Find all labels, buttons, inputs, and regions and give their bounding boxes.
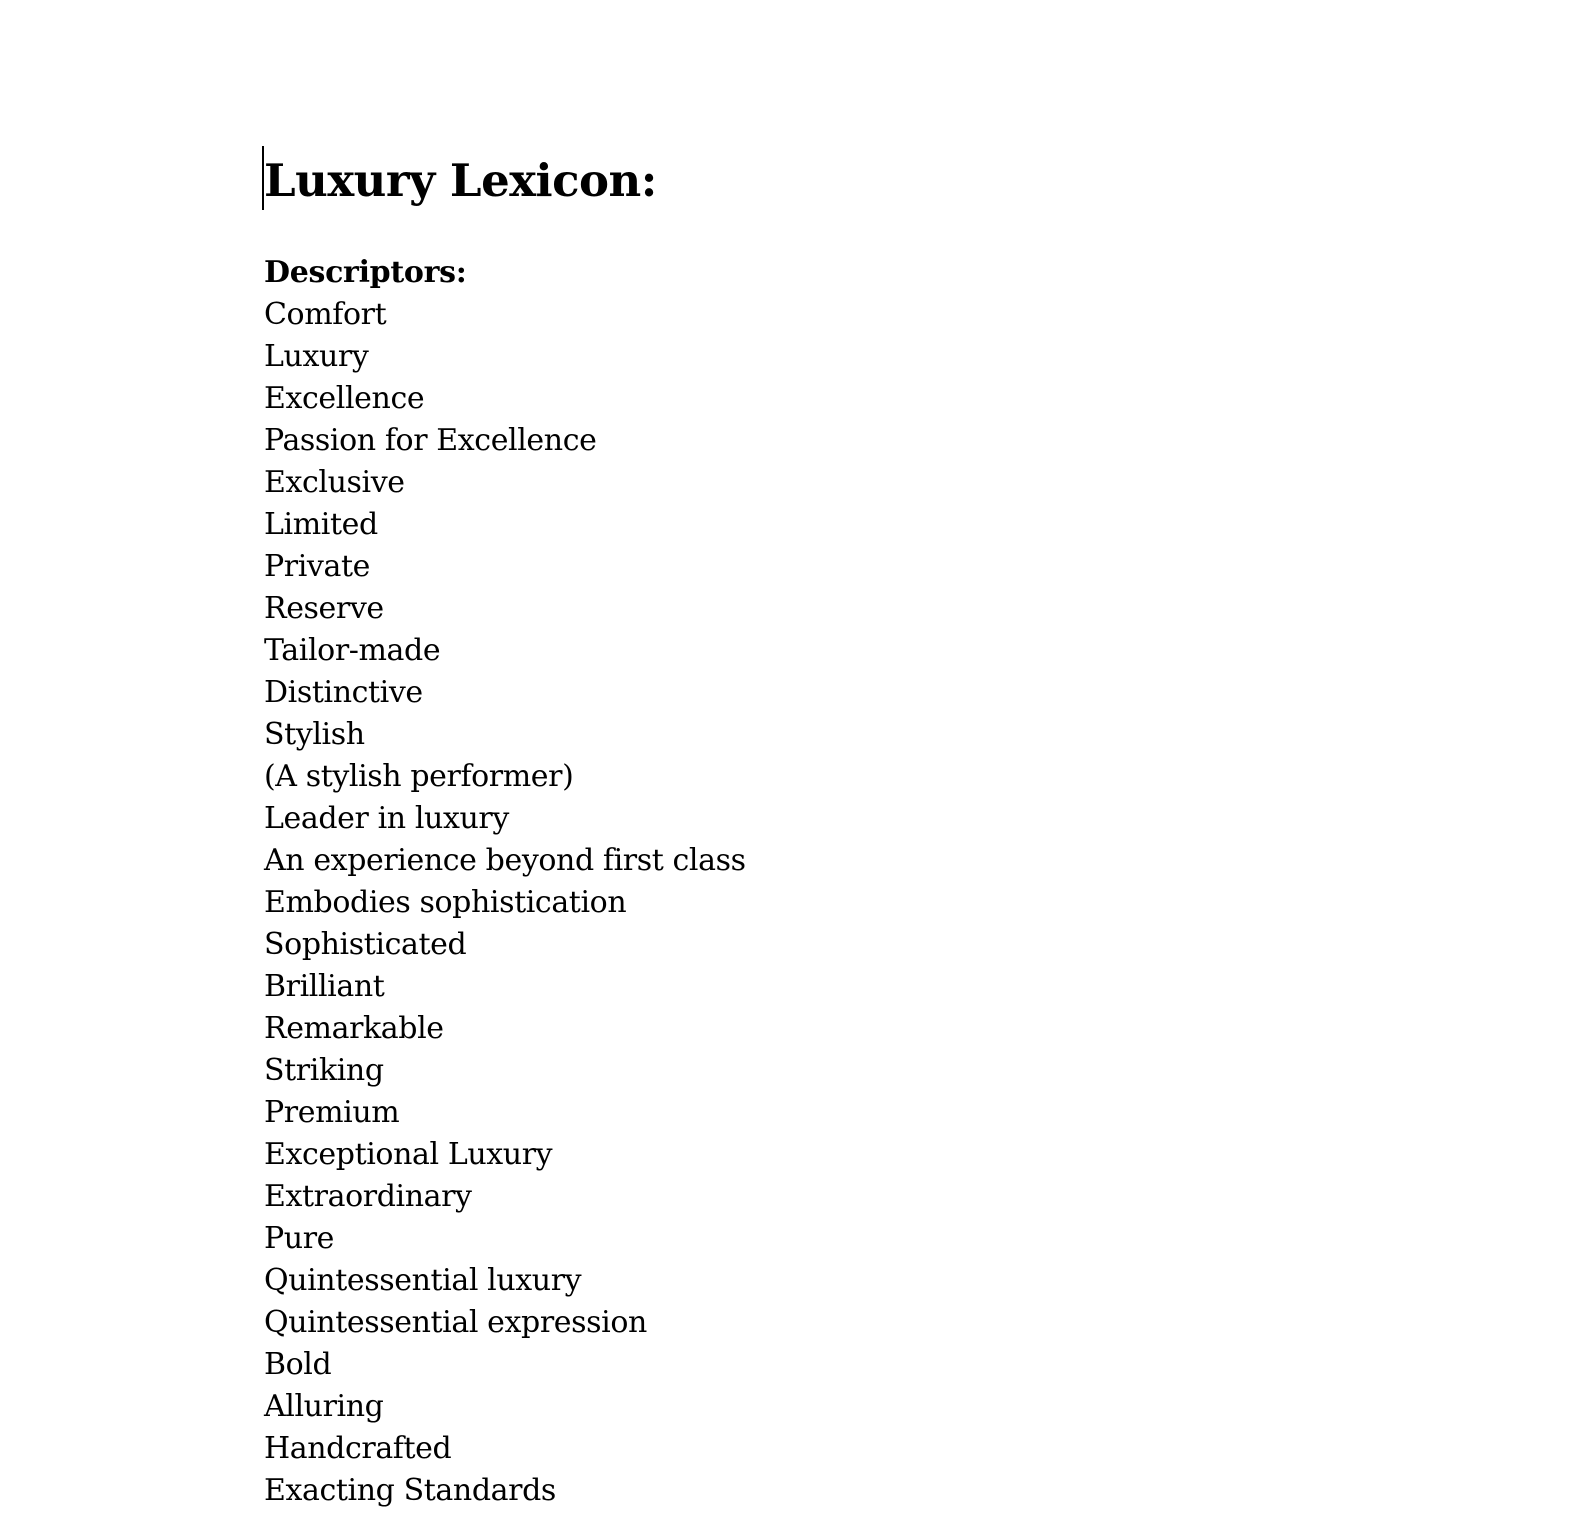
list-item: Comfort bbox=[264, 297, 387, 332]
list-item: Striking bbox=[264, 1053, 384, 1088]
list-item: Quintessential luxury bbox=[264, 1263, 582, 1298]
list-item: Premium bbox=[264, 1095, 400, 1130]
list-item: Reserve bbox=[264, 591, 384, 626]
list-item: Tailor-made bbox=[264, 633, 441, 668]
list-item: Handcrafted bbox=[264, 1431, 452, 1466]
descriptor-list bbox=[264, 294, 1364, 1512]
list-item: Leader in luxury bbox=[264, 801, 509, 836]
list-item: Brilliant bbox=[264, 969, 385, 1004]
list-item: Passion for Excellence bbox=[264, 423, 597, 458]
document-title: Luxury Lexicon: bbox=[264, 154, 657, 207]
list-item: Pure bbox=[264, 1221, 335, 1256]
list-item: Luxury bbox=[264, 339, 369, 374]
list-item: Distinctive bbox=[264, 675, 423, 710]
list-item: (A stylish performer) bbox=[264, 759, 574, 794]
list-item: An experience beyond first class bbox=[264, 843, 746, 878]
list-item: Quintessential expression bbox=[264, 1305, 647, 1340]
list-item: Sophisticated bbox=[264, 927, 467, 962]
list-item: Private bbox=[264, 549, 370, 584]
section-heading-descriptors: Descriptors: bbox=[264, 255, 467, 290]
list-item: Bold bbox=[264, 1347, 332, 1382]
list-item: Embodies sophistication bbox=[264, 885, 627, 920]
list-item: Exacting Standards bbox=[264, 1473, 556, 1508]
list-item: Exclusive bbox=[264, 465, 405, 500]
list-item: Limited bbox=[264, 507, 378, 542]
list-item: Extraordinary bbox=[264, 1179, 472, 1214]
document-body[interactable] bbox=[264, 150, 1364, 1512]
title-line bbox=[264, 150, 1364, 212]
list-item: Alluring bbox=[264, 1389, 384, 1424]
list-item: Exceptional Luxury bbox=[264, 1137, 553, 1172]
list-item: Remarkable bbox=[264, 1011, 444, 1046]
text-cursor bbox=[262, 146, 264, 210]
list-item: Stylish bbox=[264, 717, 365, 752]
list-item: Excellence bbox=[264, 381, 425, 416]
